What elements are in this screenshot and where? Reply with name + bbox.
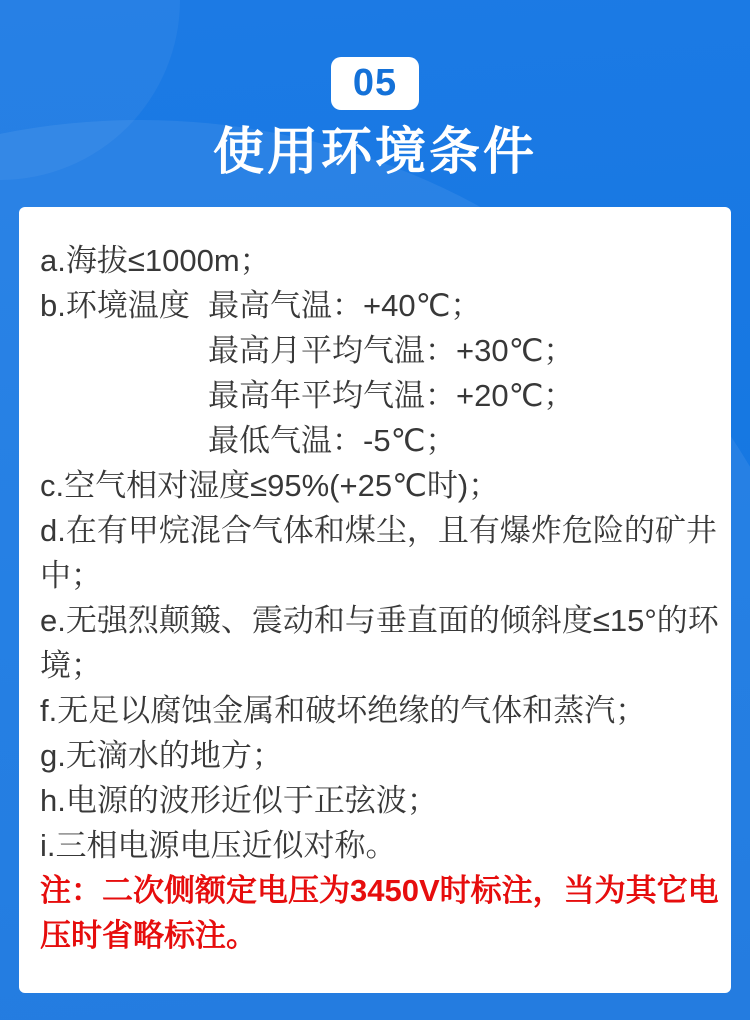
condition-b — [40, 283, 709, 328]
note-line: 注：二次侧额定电压为3450V时标注，当为其它电 — [40, 873, 719, 908]
condition-d-line: d.在有甲烷混合气体和煤尘，且有爆炸危险的矿井 — [40, 513, 717, 548]
note-line: 压时省略标注。 — [40, 918, 257, 953]
condition-b-sub-line: 最低气温：-5℃； — [208, 423, 457, 458]
section-number: 05 — [352, 62, 398, 104]
condition-c: c.空气相对湿度≤95%(+25℃时)； — [40, 468, 500, 503]
condition-e-line: e.无强烈颠簸、震动和与垂直面的倾斜度≤15°的环 — [40, 603, 719, 638]
condition-f: f.无足以腐蚀金属和破坏绝缘的气体和蒸汽； — [40, 693, 647, 728]
condition-d-line: 中； — [40, 558, 102, 593]
header — [0, 57, 750, 179]
condition-b-sub-line: 最高气温：+40℃； — [208, 288, 482, 323]
condition-h: h.电源的波形近似于正弦波； — [40, 783, 438, 818]
condition-e-line: 境； — [40, 648, 102, 683]
condition-b-sub-line: 最高月平均气温：+30℃； — [208, 333, 575, 368]
section-number-badge — [331, 57, 419, 110]
condition-b-sub-line: 最高年平均气温：+20℃； — [208, 378, 575, 413]
condition-g: g.无滴水的地方； — [40, 738, 283, 773]
condition-a: a.海拔≤1000m； — [40, 243, 271, 278]
condition-i: i.三相电源电压近似对称。 — [40, 828, 397, 863]
condition-b-label: b.环境温度 — [40, 288, 190, 323]
page-title: 使用环境条件 — [212, 125, 537, 181]
content-card — [19, 207, 731, 993]
